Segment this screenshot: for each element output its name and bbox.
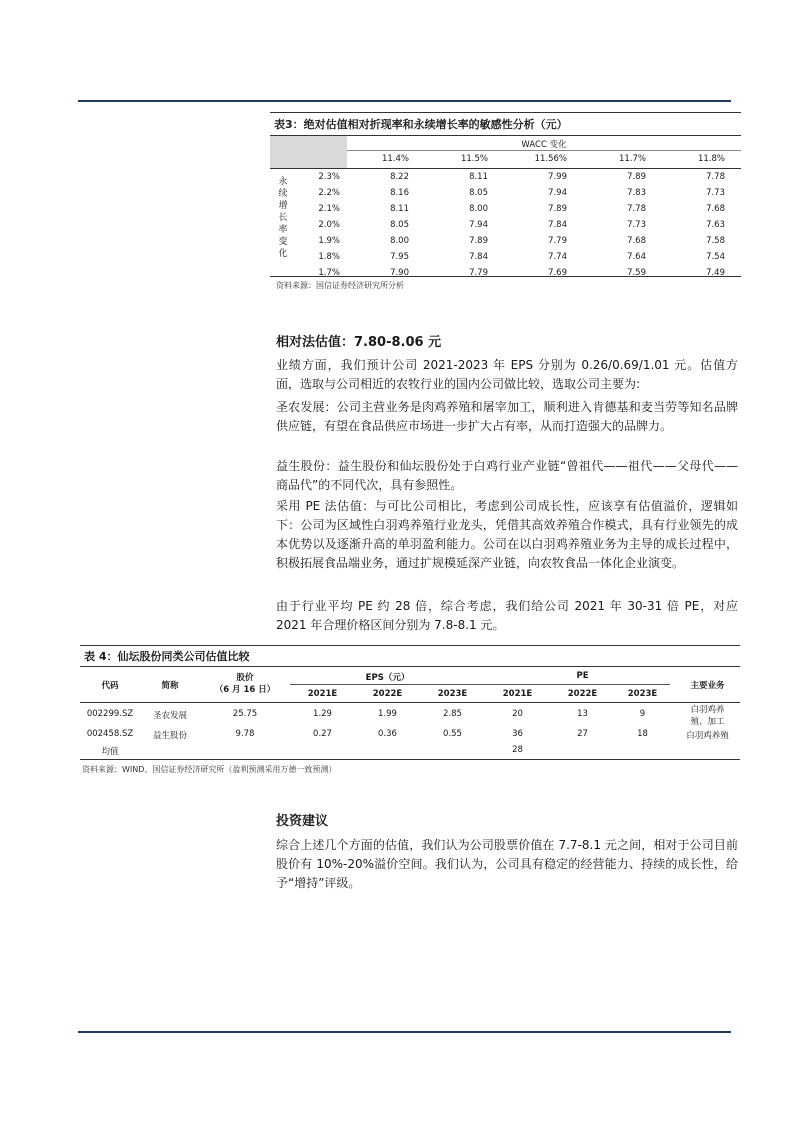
year-header: 2021E <box>502 689 533 699</box>
table-3 <box>270 112 741 277</box>
cell-eps: 0.36 <box>378 729 397 739</box>
paragraph: 益生股份：益生股份和仙坛股份处于白鸡行业产业链“曾祖代——祖代——父母代——商品代”的不同代次，具有参照性。 <box>276 459 738 492</box>
year-header: 2023E <box>627 689 658 699</box>
header-main-business: 主要业务 <box>690 681 725 691</box>
header-eps: EPS（元） <box>365 673 410 683</box>
wacc-header: 11.7% <box>618 154 646 164</box>
cell-eps: 0.27 <box>313 729 332 739</box>
table-row: 2.0% 8.05 7.94 7.84 7.73 7.63 <box>318 220 725 230</box>
table-3-source: 资料来源：国信证券经济研究所分析 <box>276 281 404 290</box>
footer-rule <box>78 1031 731 1033</box>
avg-label: 均值 <box>101 747 119 757</box>
cell-pe: 27 <box>577 729 588 739</box>
table-row: 2.2% 8.16 8.05 7.94 7.83 7.73 <box>318 188 725 198</box>
header-code: 代码 <box>101 681 119 691</box>
paragraph: 业绩方面，我们预计公司 2021-2023 年 EPS 分别为 0.26/0.69/1.01 元。估值方面，选取与公司相近的农牧行业的国内公司做比较，选取公司主要为: <box>276 358 738 391</box>
cell-price: 9.78 <box>235 729 255 739</box>
header-pe: PE <box>576 671 589 681</box>
relative-valuation-title: 相对法估值：7.80-8.06 元 <box>276 335 442 350</box>
year-header: 2022E <box>567 689 598 699</box>
table-row: 2.1% 8.11 8.00 7.89 7.78 7.68 <box>318 204 725 214</box>
cell-name: 圣农发展 <box>152 711 187 721</box>
year-header: 2021E <box>307 689 338 699</box>
cell-pe: 9 <box>639 709 646 719</box>
table-4-caption: 表 4：仙坛股份同类公司估值比较 <box>80 645 740 667</box>
table-row: 1.9% 8.00 7.89 7.79 7.68 7.58 <box>318 236 725 246</box>
cell-code: 002299.SZ <box>86 709 134 719</box>
table-row: 1.8% 7.95 7.84 7.74 7.64 7.54 <box>318 252 725 262</box>
paragraph: 由于行业平均 PE 约 28 倍，综合考虑，我们给公司 2021 年 30-31 倍 PE，对应 2021 年合理价格区间分别为 7.8-8.1 元。 <box>276 599 738 632</box>
table-4-source: 资料来源：WIND、国信证券经济研究所（盈利预测采用万德一致预测） <box>82 765 337 774</box>
header-price: 股价 <box>236 673 254 683</box>
table-3-caption: 表3：绝对估值相对折现率和永续增长率的敏感性分析（元） <box>270 112 741 136</box>
cell-code: 002458.SZ <box>86 729 134 739</box>
wacc-title: WACC 变化 <box>521 140 567 150</box>
cell-price: 25.75 <box>232 709 258 719</box>
header-name: 简称 <box>161 681 179 691</box>
cell-name: 益生股份 <box>152 731 187 741</box>
wacc-header: 11.4% <box>381 154 409 164</box>
cell-main-business: 白羽鸡养殖 <box>686 731 729 741</box>
avg-pe: 28 <box>512 745 523 755</box>
cell-pe: 18 <box>637 729 648 739</box>
header-price-date: （6 月 16 日） <box>214 685 276 695</box>
paragraph: 采用 PE 法估值：与可比公司相比，考虑到公司成长性，应该享有估值溢价，逻辑如下：公司为区域性白羽鸡养殖行业龙头，凭借其高效养殖合作模式，具有行业领先的成本优势以及逐渐升高的单羽盈利能力。公司在以白羽鸡养殖业务为主导的成长过程中，积极拓展食品端业务，通过扩规模延深产业链，向农牧食品一体化企业演变。 <box>276 499 738 570</box>
table-row: 2.3% 8.22 8.11 7.99 7.89 7.78 <box>318 172 725 182</box>
cell-pe: 36 <box>512 729 523 739</box>
cell-main-business: 白羽鸡养 <box>690 705 725 715</box>
cell-eps: 2.85 <box>443 709 462 719</box>
cell-pe: 20 <box>512 709 523 719</box>
paragraph: 综合上述几个方面的估值，我们认为公司股票价值在 7.7-8.1 元之间，相对于公司目前股价有 10%-20%溢价空间。我们认为，公司具有稳定的经营能力、持续的成长性，给予“增持”评级。 <box>276 838 738 890</box>
table-4 <box>80 645 740 773</box>
cell-eps: 1.29 <box>313 709 332 719</box>
table-row: 1.7% 7.90 7.79 7.69 7.59 7.49 <box>318 268 725 278</box>
cell-eps: 1.99 <box>378 709 397 719</box>
cell-eps: 0.55 <box>443 729 462 739</box>
wacc-header: 11.56% <box>534 154 567 164</box>
paragraph: 圣农发展：公司主营业务是肉鸡养殖和屠宰加工，顺利进入肯德基和麦当劳等知名品牌供应链，有望在食品供应市场进一步扩大占有率，从而打造强大的品牌力。 <box>276 400 738 433</box>
wacc-header: 11.5% <box>460 154 488 164</box>
header-rule <box>78 100 731 102</box>
cell-main-business: 殖、加工 <box>690 717 725 727</box>
wacc-header: 11.8% <box>697 154 725 164</box>
table-3-corner-cell <box>270 136 347 168</box>
cell-pe: 13 <box>577 709 588 719</box>
year-header: 2023E <box>437 689 468 699</box>
table-3-grid <box>270 136 741 276</box>
table-4-grid <box>80 667 740 773</box>
advice-title: 投资建议 <box>276 814 329 829</box>
growth-vertical-label: 永续增长率变化 <box>278 177 288 259</box>
year-header: 2022E <box>372 689 403 699</box>
